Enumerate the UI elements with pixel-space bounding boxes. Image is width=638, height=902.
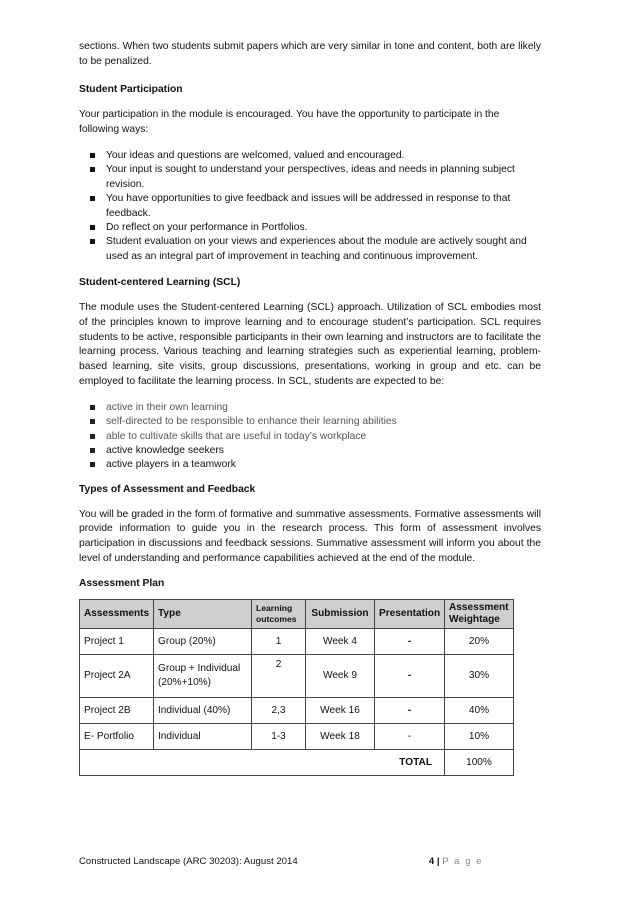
- header-weightage: Assessment Weightage: [445, 599, 514, 628]
- cell-outcomes: 2: [252, 654, 306, 697]
- table-row: [80, 697, 514, 723]
- cell-weightage: 20%: [445, 628, 514, 654]
- list-item: Your ideas and questions are welcomed, valued and encouraged.: [79, 149, 541, 163]
- scl-list: [79, 401, 541, 473]
- cell-presentation: -: [375, 654, 445, 697]
- list-item: self-directed to be responsible to enhance their learning abilities: [79, 415, 541, 429]
- cell-submission: Week 4: [306, 628, 375, 654]
- cell-type: Group (20%): [154, 628, 252, 654]
- list-item: active knowledge seekers: [79, 444, 541, 458]
- square-bullet-icon: [90, 153, 95, 158]
- square-bullet-icon: [90, 462, 95, 467]
- cell-submission: Week 18: [306, 723, 375, 749]
- table-total-row: [80, 749, 514, 775]
- cell-type: Group + Individual (20%+10%): [154, 654, 252, 697]
- square-bullet-icon: [90, 434, 95, 439]
- list-item: active in their own learning: [79, 401, 541, 415]
- intro-paragraph: sections. When two students submit papers which are very similar in tone and content, both are likely to be penalized.: [79, 41, 541, 67]
- header-type: Type: [154, 599, 252, 628]
- footer-course-title: Constructed Landscape (ARC 30203): August 2014: [79, 856, 298, 867]
- square-bullet-icon: [90, 196, 95, 201]
- cell-presentation: -: [375, 697, 445, 723]
- square-bullet-icon: [90, 419, 95, 424]
- scl-heading: Student-centered Learning (SCL): [79, 277, 241, 289]
- assessment-types-heading: Types of Assessment and Feedback: [79, 483, 256, 495]
- cell-weightage: 10%: [445, 723, 514, 749]
- header-submission: Submission: [306, 599, 375, 628]
- cell-weightage: 30%: [445, 654, 514, 697]
- participation-list: [79, 149, 541, 264]
- list-item: Your input is sought to understand your perspectives, ideas and needs in planning subject revision.: [79, 163, 541, 192]
- cell-assessment: Project 2A: [80, 654, 154, 697]
- header-assessments: Assessments: [80, 599, 154, 628]
- table-row: [80, 654, 514, 697]
- square-bullet-icon: [90, 405, 95, 410]
- cell-submission: Week 9: [306, 654, 375, 697]
- cell-outcomes: 1: [252, 628, 306, 654]
- page-number: 4: [428, 856, 435, 867]
- page-footer: [79, 856, 483, 867]
- cell-assessment: Project 1: [80, 628, 154, 654]
- list-item: active players in a teamwork: [79, 458, 541, 472]
- cell-submission: Week 16: [306, 697, 375, 723]
- cell-assessment: Project 2B: [80, 697, 154, 723]
- scl-paragraph: The module uses the Student-centered Learning (SCL) approach. Utilization of SCL embodies most of the principles known to improve learning and to encourage student’s participation. SCL requires students to be active, responsible participants in their own learning and instructors are to facilitate the learning process. Various teaching and learning strategies such as experiential learning, problem-based learning, site visits, group discussions, presentations, working in group and etc. can be employed to facilitate the learning process. In SCL, students are expected to be:: [79, 302, 541, 388]
- list-item: able to cultivate skills that are useful in today’s workplace: [79, 430, 541, 444]
- header-learning-outcomes: Learning outcomes: [252, 599, 306, 628]
- list-item: Do reflect on your performance in Portfolios.: [79, 221, 541, 235]
- cell-presentation: -: [375, 723, 445, 749]
- header-presentation: Presentation: [375, 599, 445, 628]
- participation-heading: Student Participation: [79, 83, 183, 95]
- table-row: [80, 723, 514, 749]
- list-item: You have opportunities to give feedback and issues will be addressed in response to that feedback.: [79, 192, 541, 221]
- assessment-types-paragraph: You will be graded in the form of formative and summative assessments. Formative assessments will provide information to guide you in the research process. This form of assessment involves participation in discussions and feedback sessions. Summative assessment will inform you about the level of understanding and performance capabilities achieved at the end of the module.: [79, 508, 541, 565]
- assessment-plan-heading: Assessment Plan: [79, 577, 165, 589]
- square-bullet-icon: [90, 448, 95, 453]
- list-item: Student evaluation on your views and experiences about the module are actively sought and used as an integral part of improvement in teaching and continuous improvement.: [79, 235, 541, 264]
- cell-type: Individual (40%): [154, 697, 252, 723]
- page-label: P a g e: [442, 856, 483, 867]
- table-header-row: [80, 599, 514, 628]
- total-value: 100%: [445, 749, 514, 775]
- participation-intro: Your participation in the module is encouraged. You have the opportunity to participate in the following ways:: [79, 109, 500, 136]
- square-bullet-icon: [90, 239, 95, 244]
- assessment-plan-table: [79, 599, 514, 776]
- total-label: TOTAL: [80, 749, 445, 775]
- cell-weightage: 40%: [445, 697, 514, 723]
- cell-assessment: E- Portfolio: [80, 723, 154, 749]
- square-bullet-icon: [90, 167, 95, 172]
- cell-outcomes: 2,3: [252, 697, 306, 723]
- table-row: [80, 628, 514, 654]
- square-bullet-icon: [90, 225, 95, 230]
- document-page: [79, 40, 541, 776]
- footer-page-indicator: [429, 856, 483, 867]
- footer-separator: |: [436, 856, 440, 867]
- cell-type: Individual: [154, 723, 252, 749]
- cell-presentation: -: [375, 628, 445, 654]
- cell-outcomes: 1-3: [252, 723, 306, 749]
